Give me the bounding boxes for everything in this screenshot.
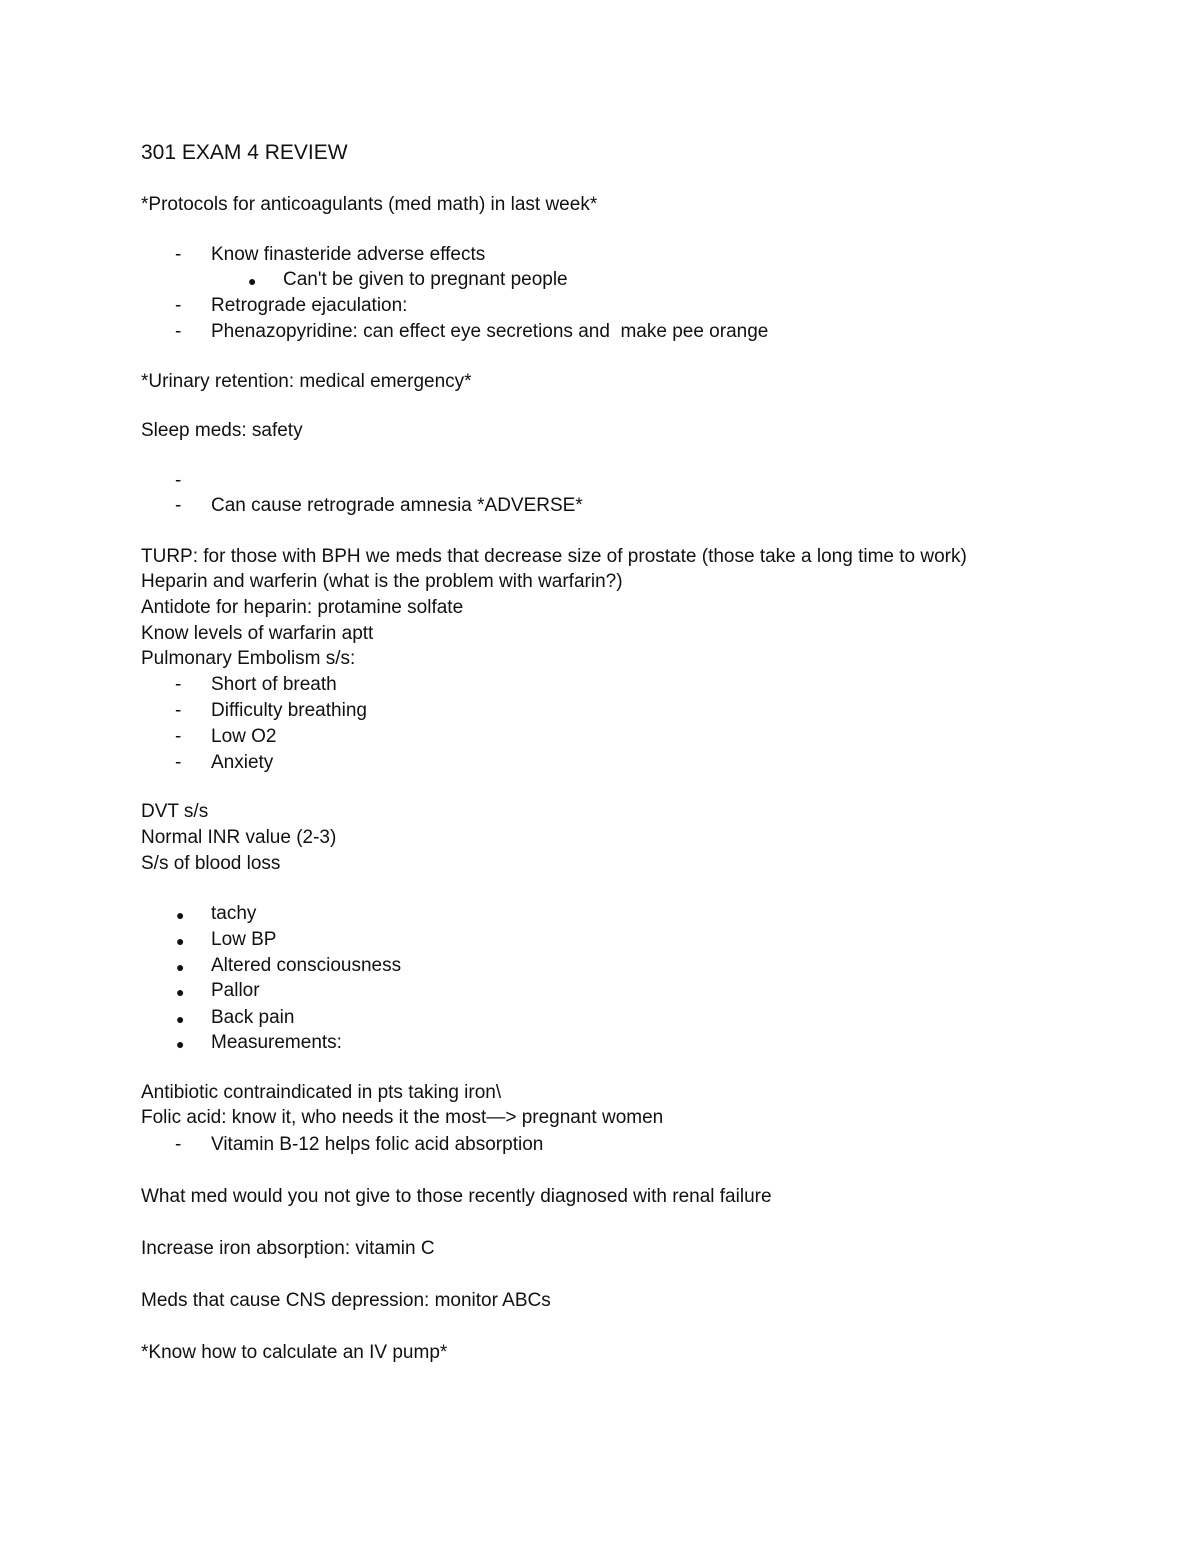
- sleep-heading: Sleep meds: safety: [141, 420, 303, 441]
- bullet-icon: ●: [176, 1036, 185, 1052]
- doc-title: 301 EXAM 4 REVIEW: [141, 141, 348, 164]
- list-item: Back pain: [211, 1007, 295, 1028]
- dash-bullet: -: [175, 295, 182, 316]
- bloodloss-heading: S/s of blood loss: [141, 853, 281, 874]
- antibiotic-line: Antibiotic contraindicated in pts taking iron\: [141, 1082, 502, 1103]
- pe-heading: Pulmonary Embolism s/s:: [141, 648, 356, 669]
- list-item: Difficulty breathing: [211, 700, 367, 721]
- dash-bullet: -: [175, 674, 182, 695]
- renal-line: What med would you not give to those recently diagnosed with renal failure: [141, 1186, 772, 1207]
- heparin-line: Heparin and warferin (what is the problem with warfarin?): [141, 571, 623, 592]
- dash-bullet: -: [175, 495, 182, 516]
- list-subitem: Can't be given to pregnant people: [283, 269, 568, 290]
- dash-bullet: -: [175, 321, 182, 342]
- dvt-line: DVT s/s: [141, 801, 209, 822]
- list-item: Short of breath: [211, 674, 337, 695]
- bullet-icon: ●: [176, 984, 185, 1000]
- list-item: Anxiety: [211, 752, 274, 773]
- folic-line: Folic acid: know it, who needs it the most—> pregnant women: [141, 1107, 664, 1128]
- bullet-icon: ●: [176, 933, 185, 949]
- bullet-icon: ●: [176, 907, 185, 923]
- list-item: Altered consciousness: [211, 955, 402, 976]
- turp-line: TURP: for those with BPH we meds that decrease size of prostate (those take a long time to work): [141, 546, 967, 567]
- dash-bullet: -: [175, 1134, 182, 1155]
- urinary-note: *Urinary retention: medical emergency*: [141, 371, 472, 392]
- dash-bullet: -: [175, 244, 182, 265]
- list-item: Phenazopyridine: can effect eye secretions and make pee orange: [211, 321, 769, 342]
- dash-bullet: -: [175, 470, 182, 491]
- list-item: Know finasteride adverse effects: [211, 244, 486, 265]
- inr-line: Normal INR value (2-3): [141, 827, 337, 848]
- cns-line: Meds that cause CNS depression: monitor ABCs: [141, 1290, 551, 1311]
- list-item: Retrograde ejaculation:: [211, 295, 408, 316]
- bullet-icon: ●: [176, 959, 185, 975]
- list-item: Can cause retrograde amnesia *ADVERSE*: [211, 495, 583, 516]
- list-item: Low BP: [211, 929, 277, 950]
- bullet-icon: ●: [176, 1011, 185, 1027]
- protocols-note: *Protocols for anticoagulants (med math) in last week*: [141, 194, 598, 215]
- list-item: Vitamin B-12 helps folic acid absorption: [211, 1134, 544, 1155]
- iron-line: Increase iron absorption: vitamin C: [141, 1238, 435, 1259]
- dash-bullet: -: [175, 726, 182, 747]
- ivpump-note: *Know how to calculate an IV pump*: [141, 1342, 448, 1363]
- levels-line: Know levels of warfarin aptt: [141, 623, 374, 644]
- dash-bullet: -: [175, 700, 182, 721]
- dash-bullet: -: [175, 752, 182, 773]
- bullet-icon: ●: [248, 273, 257, 289]
- list-item: Low O2: [211, 726, 277, 747]
- list-item: tachy: [211, 903, 257, 924]
- antidote-line: Antidote for heparin: protamine solfate: [141, 597, 464, 618]
- list-item: Pallor: [211, 980, 260, 1001]
- list-item: Measurements:: [211, 1032, 342, 1053]
